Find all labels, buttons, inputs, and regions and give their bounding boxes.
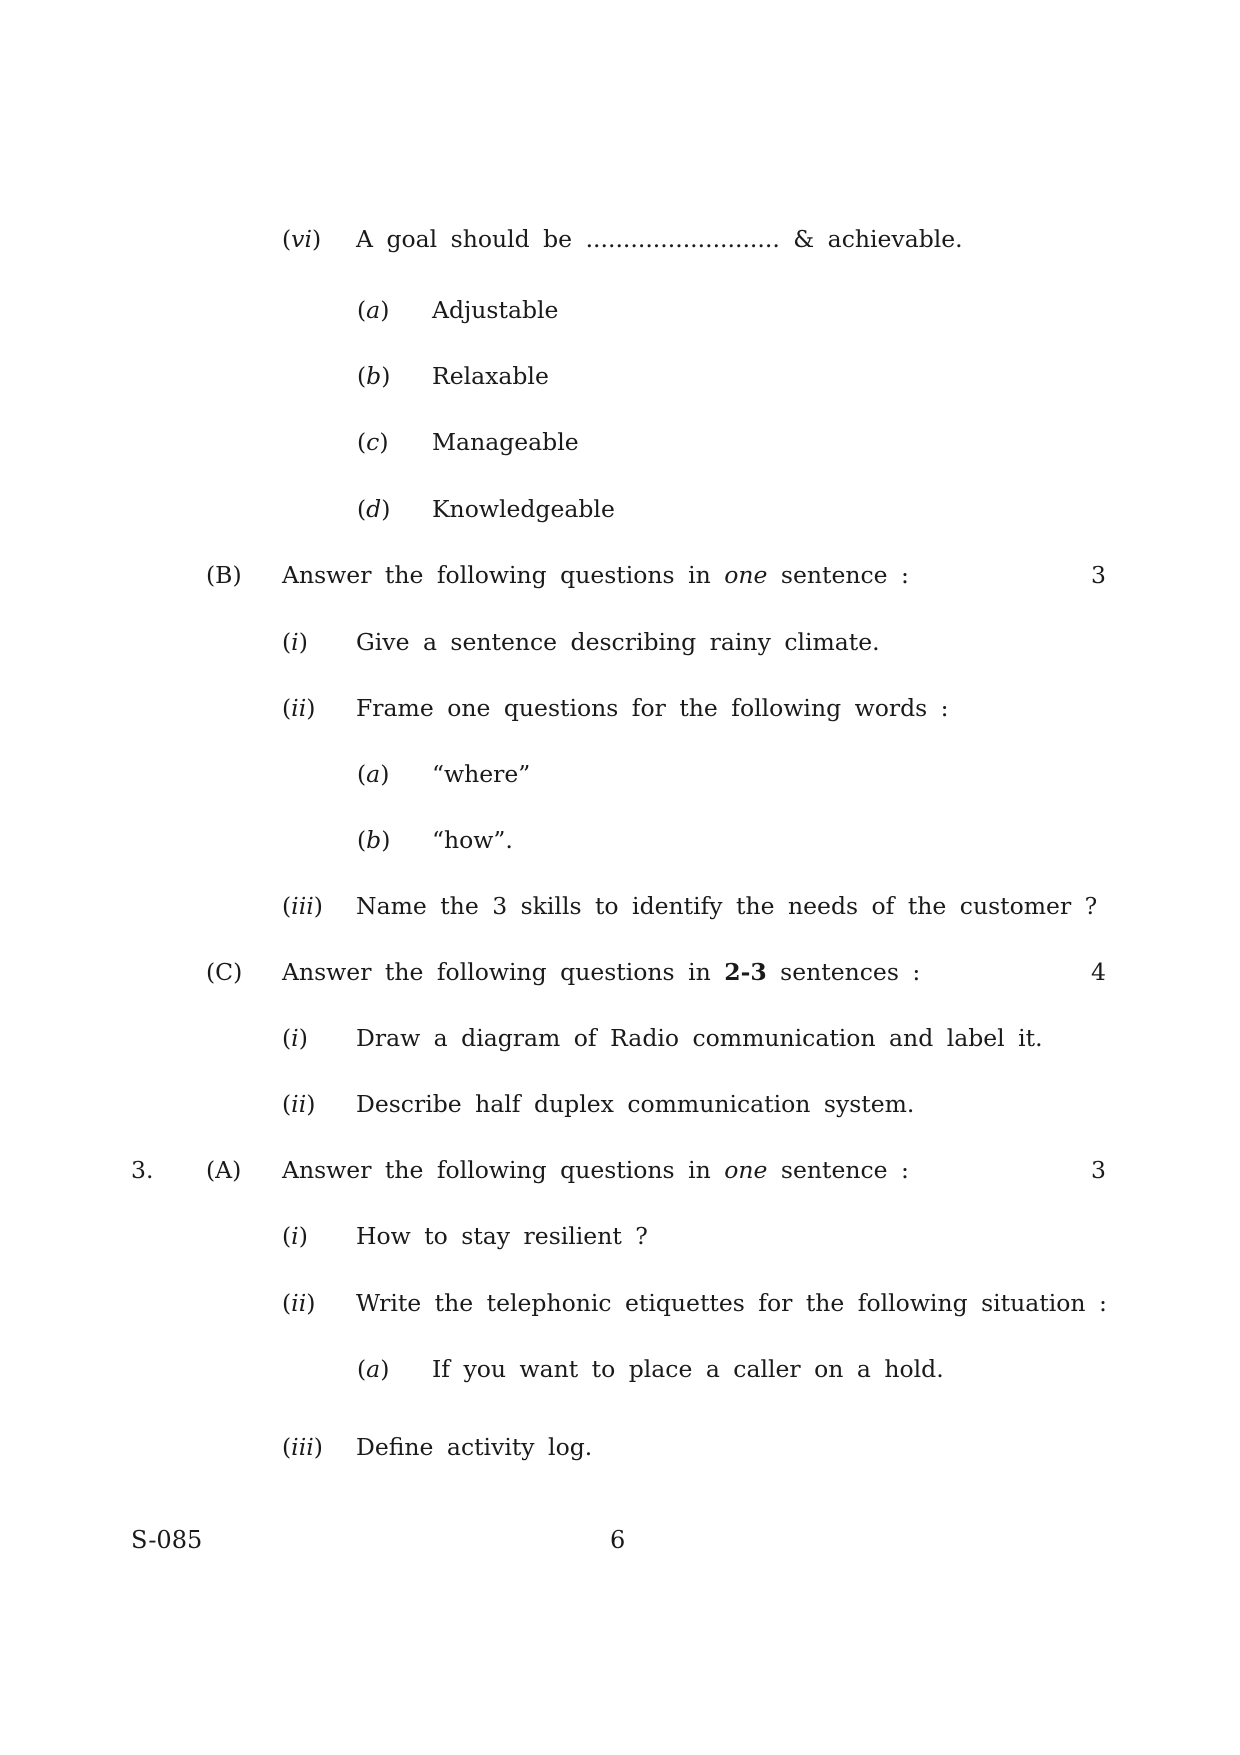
item-text: Write the telephonic etiquettes for the following situation : xyxy=(356,1289,1107,1317)
item-number: (i) xyxy=(282,1222,308,1250)
subitem-text: “where” xyxy=(432,760,531,788)
section-label: (A) xyxy=(206,1156,242,1184)
item-text: Describe half duplex communication system. xyxy=(356,1090,915,1118)
question-vi-text xyxy=(356,224,963,254)
option-letter: (d) xyxy=(357,495,391,523)
item-number: (vi) xyxy=(282,225,322,253)
subitem-letter: (a) xyxy=(357,1355,390,1383)
item-number: (iii) xyxy=(282,892,323,920)
option-letter: (a) xyxy=(357,296,390,324)
page-number: 6 xyxy=(610,1526,626,1554)
item-number: (ii) xyxy=(282,1090,316,1118)
item-number: (i) xyxy=(282,628,308,656)
subitem-text: If you want to place a caller on a hold. xyxy=(432,1355,944,1383)
item-text: Frame one questions for the following words : xyxy=(356,694,949,722)
option-letter: (b) xyxy=(357,362,391,390)
item-text: How to stay resilient ? xyxy=(356,1222,648,1250)
item-text: Give a sentence describing rainy climate. xyxy=(356,628,880,656)
section-label: (C) xyxy=(206,958,243,986)
item-text: Draw a diagram of Radio communication and label it. xyxy=(356,1024,1043,1052)
section-instruction: Answer the following questions in one sentence : xyxy=(282,1156,909,1184)
section-label: (B) xyxy=(206,561,242,589)
question-number: 3. xyxy=(131,1156,154,1184)
item-number: (iii) xyxy=(282,1433,323,1461)
marks: 4 xyxy=(1091,958,1106,986)
item-text: Define activity log. xyxy=(356,1433,593,1461)
item-number: (ii) xyxy=(282,1289,316,1317)
subitem-text: “how”. xyxy=(432,826,513,854)
fill-blank: .......................... xyxy=(585,225,780,253)
subitem-letter: (a) xyxy=(357,760,390,788)
item-numeral: vi xyxy=(291,225,312,253)
option-text: Manageable xyxy=(432,428,579,456)
paper-code: S-085 xyxy=(131,1526,203,1554)
option-text: Knowledgeable xyxy=(432,495,615,523)
marks: 3 xyxy=(1091,561,1106,589)
section-instruction: Answer the following questions in one sentence : xyxy=(282,561,909,589)
item-number: (ii) xyxy=(282,694,316,722)
option-text: Adjustable xyxy=(432,296,559,324)
question-text-end: & achievable. xyxy=(793,225,963,253)
item-text: Name the 3 skills to identify the needs of the customer ? xyxy=(356,892,1098,920)
subitem-letter: (b) xyxy=(357,826,391,854)
question-text: A goal should be xyxy=(356,225,573,253)
option-letter: (c) xyxy=(357,428,389,456)
option-text: Relaxable xyxy=(432,362,549,390)
item-number: (i) xyxy=(282,1024,308,1052)
marks: 3 xyxy=(1091,1156,1106,1184)
section-instruction: Answer the following questions in 2-3 sentences : xyxy=(282,958,921,986)
